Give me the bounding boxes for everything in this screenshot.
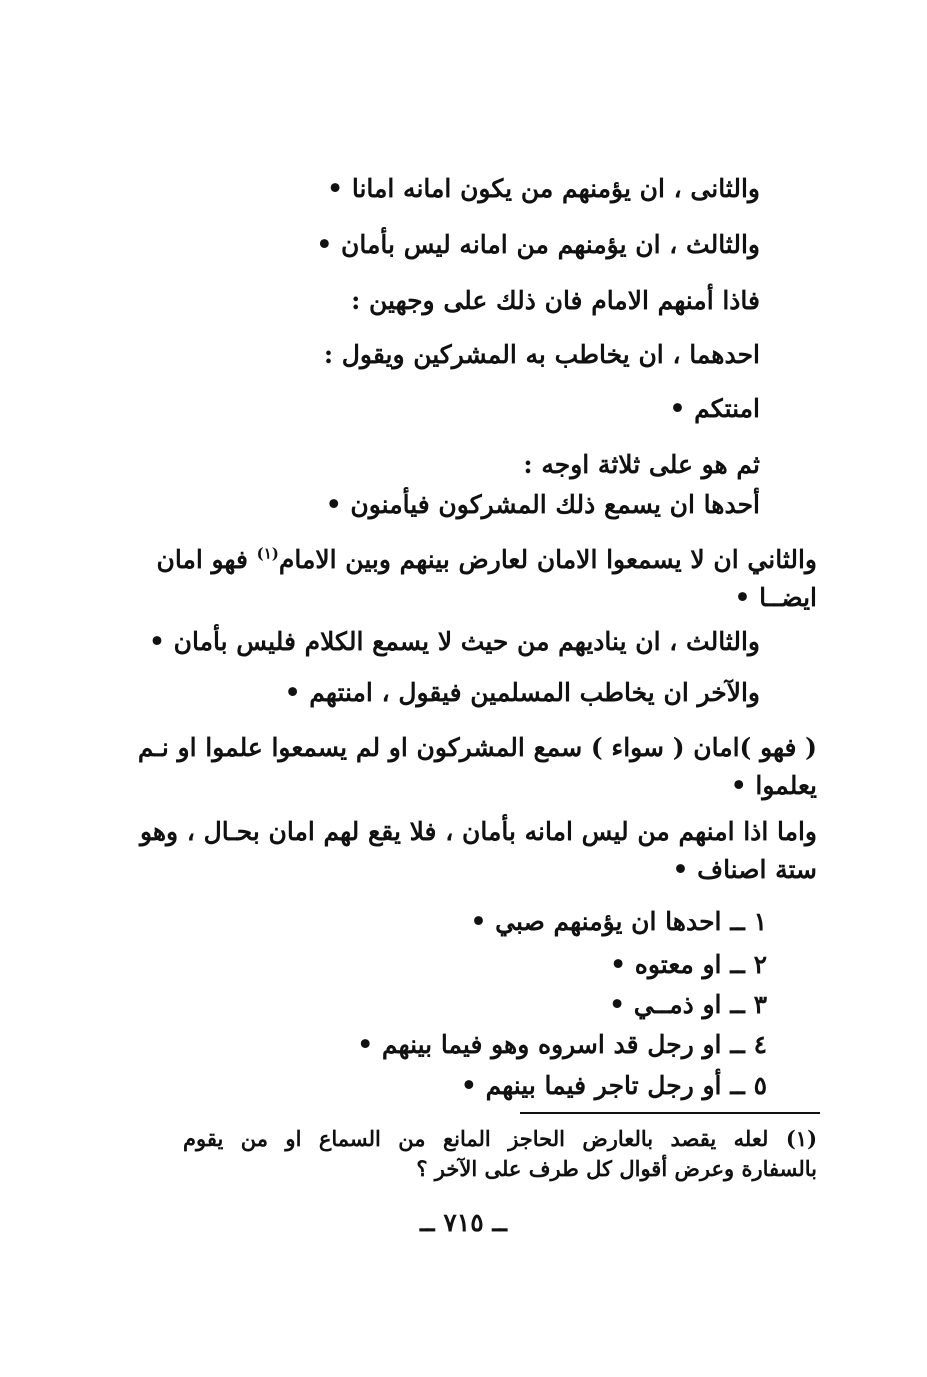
footnote-divider — [520, 1112, 820, 1114]
text-line — [156, 544, 817, 575]
list-item: ٤ ــ او رجل قد اسروه وهو فيما بينهم • — [357, 1030, 767, 1059]
footnote-ref: (١) — [256, 544, 279, 563]
text-line: والثالث ، ان يناديهم من حيث لا يسمع الكلام فليس بأمان • — [148, 627, 760, 656]
text-line: ثم هو على ثلاثة اوجه : — [523, 450, 760, 479]
list-item: ٢ ــ او معتوه • — [610, 950, 767, 979]
list-item: ٥ ــ أو رجل تاجر فيما بينهم • — [460, 1071, 767, 1100]
list-item: ١ ــ احدها ان يؤمنهم صبي • — [470, 907, 767, 936]
text-line: والآخر ان يخاطب المسلمين فيقول ، امنتهم • — [284, 678, 760, 707]
text-line: يعلموا • — [730, 771, 817, 800]
text-line: احدهما ، ان يخاطب به المشركين ويقول : — [323, 340, 760, 369]
text-line: ايضــا • — [734, 583, 817, 612]
text-line: والثالث ، ان يؤمنهم من امانه ليس بأمان • — [316, 230, 760, 259]
footnote-line: بالسفارة وعرض أقوال كل طرف على الآخر ؟ — [416, 1156, 817, 1181]
text-line: والثانى ، ان يؤمنهم من يكون امانه امانا • — [327, 174, 760, 203]
page-number: ــ ٧١٥ ــ — [419, 1208, 507, 1237]
text-line: ( فهو )امان ( سواء ) سمع المشركون او لم يسمعوا علموا او نـم — [137, 733, 817, 762]
text-line: امنتكم • — [669, 394, 760, 423]
text-segment: فهو امان — [156, 545, 257, 574]
footnote-line: (١) لعله يقصد بالعارض الحاجز المانع من السماع او من يقوم — [183, 1126, 817, 1151]
list-item: ٣ ــ او ذمــي • — [609, 990, 767, 1019]
text-line: ستة اصناف • — [672, 855, 817, 884]
text-line: فاذا أمنهم الامام فان ذلك على وجهين : — [351, 286, 760, 315]
text-line: واما اذا امنهم من ليس امانه بأمان ، فلا يقع لهم امان بحـال ، وهو — [139, 817, 817, 846]
text-segment: والثاني ان لا يسمعوا الامان لعارض بينهم وبين الامام — [278, 545, 817, 574]
text-line: أحدها ان يسمع ذلك المشركون فيأمنون • — [325, 490, 760, 519]
